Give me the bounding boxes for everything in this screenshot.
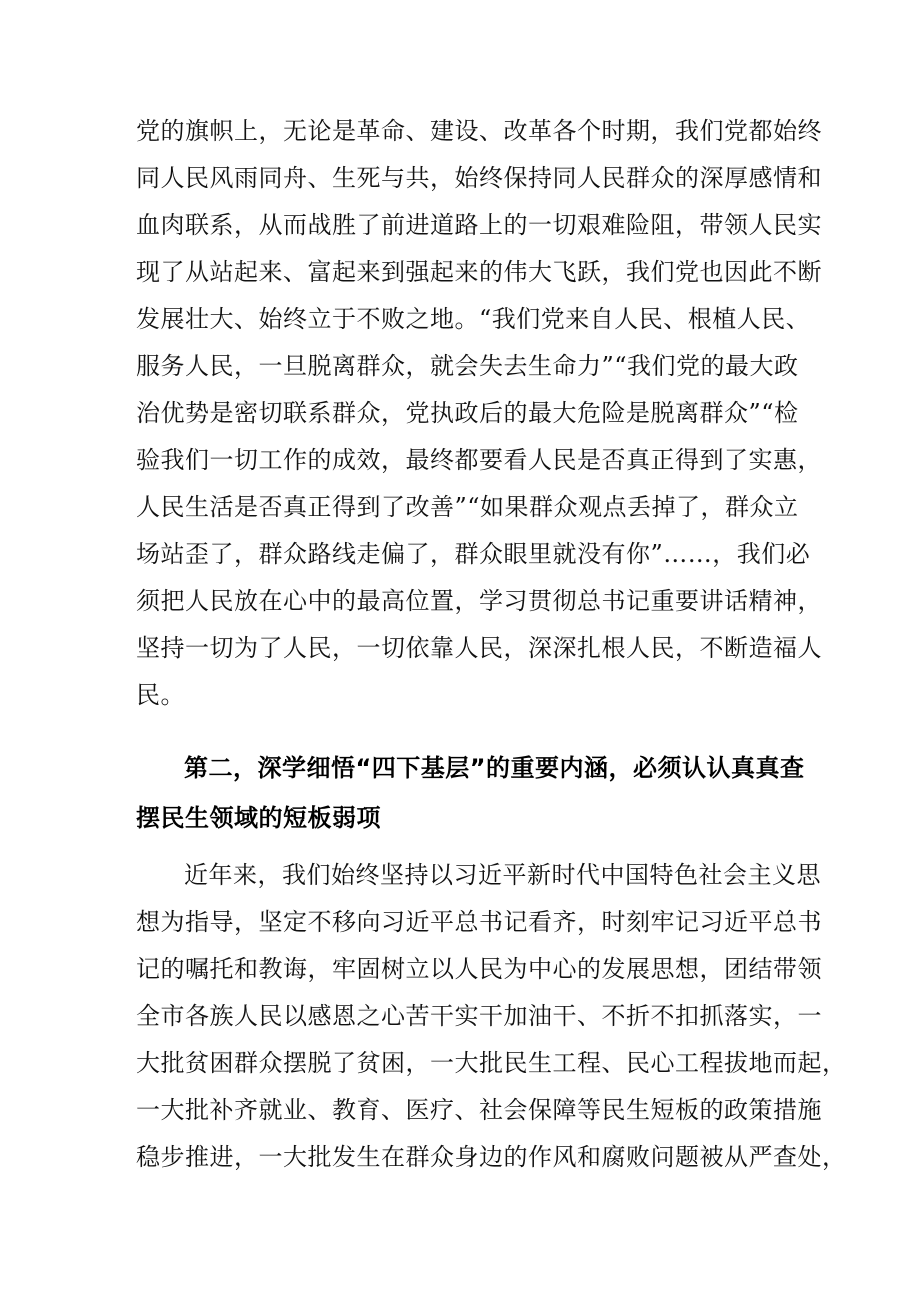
paragraph-2-line: 想为指导，坚定不移向习近平总书记看齐，时刻牢记习近平总书 [136, 908, 822, 936]
paragraph-2 [136, 852, 847, 1181]
paragraph-1-line: 人民生活是否真正得到了改善”“如果群众观点丢掉了，群众立 [136, 493, 799, 521]
paragraph-2-line: 全市各族人民以感恩之心苦干实干加油干、不折不扣抓落实，一 [136, 1002, 822, 1030]
paragraph-1-line: 民。 [136, 681, 185, 709]
paragraph-1-line: 发展壮大、始终立于不败之地。“我们党来自人民、根植人民、 [136, 305, 811, 333]
paragraph-1-line: 坚持一切为了人民，一切依靠人民，深深扎根人民，不断造福人 [136, 634, 822, 662]
paragraph-2-line: 大批贫困群众摆脱了贫困，一大批民生工程、民心工程拔地而起， [136, 1049, 847, 1077]
paragraph-2-line: 一大批补齐就业、教育、医疗、社会保障等民生短板的政策措施 [136, 1096, 822, 1124]
paragraph-1-line: 现了从站起来、富起来到强起来的伟大飞跃，我们党也因此不断 [136, 258, 822, 286]
paragraph-2-line: 记的嘱托和教诲，牢固树立以人民为中心的发展思想，团结带领 [136, 955, 822, 983]
paragraph-1-line: 须把人民放在心中的最高位置，学习贯彻总书记重要讲话精神， [136, 587, 822, 615]
section-heading-line: 摆民生领域的短板弱项 [136, 804, 381, 832]
paragraph-2-line: 近年来，我们始终坚持以习近平新时代中国特色社会主义思 [184, 861, 821, 889]
paragraph-1-line: 场站歪了，群众路线走偏了，群众眼里就没有你”……，我们必 [136, 540, 811, 568]
section-heading-2 [136, 743, 805, 843]
paragraph-1 [136, 108, 822, 719]
paragraph-1-line: 治优势是密切联系群众，党执政后的最大危险是脱离群众”“检 [136, 399, 799, 427]
paragraph-1-line: 同人民风雨同舟、生死与共，始终保持同人民群众的深厚感情和 [136, 164, 822, 192]
section-heading-line: 第二，深学细悟“四下基层”的重要内涵，必须认认真真查 [184, 754, 805, 782]
paragraph-1-line: 血肉联系，从而战胜了前进道路上的一切艰难险阻，带领人民实 [136, 211, 822, 239]
paragraph-1-line: 党的旗帜上，无论是革命、建设、改革各个时期，我们党都始终 [136, 117, 822, 145]
paragraph-2-line: 稳步推进，一大批发生在群众身边的作风和腐败问题被从严查处， [136, 1143, 847, 1171]
paragraph-1-line: 验我们一切工作的成效，最终都要看人民是否真正得到了实惠， [136, 446, 822, 474]
paragraph-1-line: 服务人民，一旦脱离群众，就会失去生命力”“我们党的最大政 [136, 352, 799, 380]
